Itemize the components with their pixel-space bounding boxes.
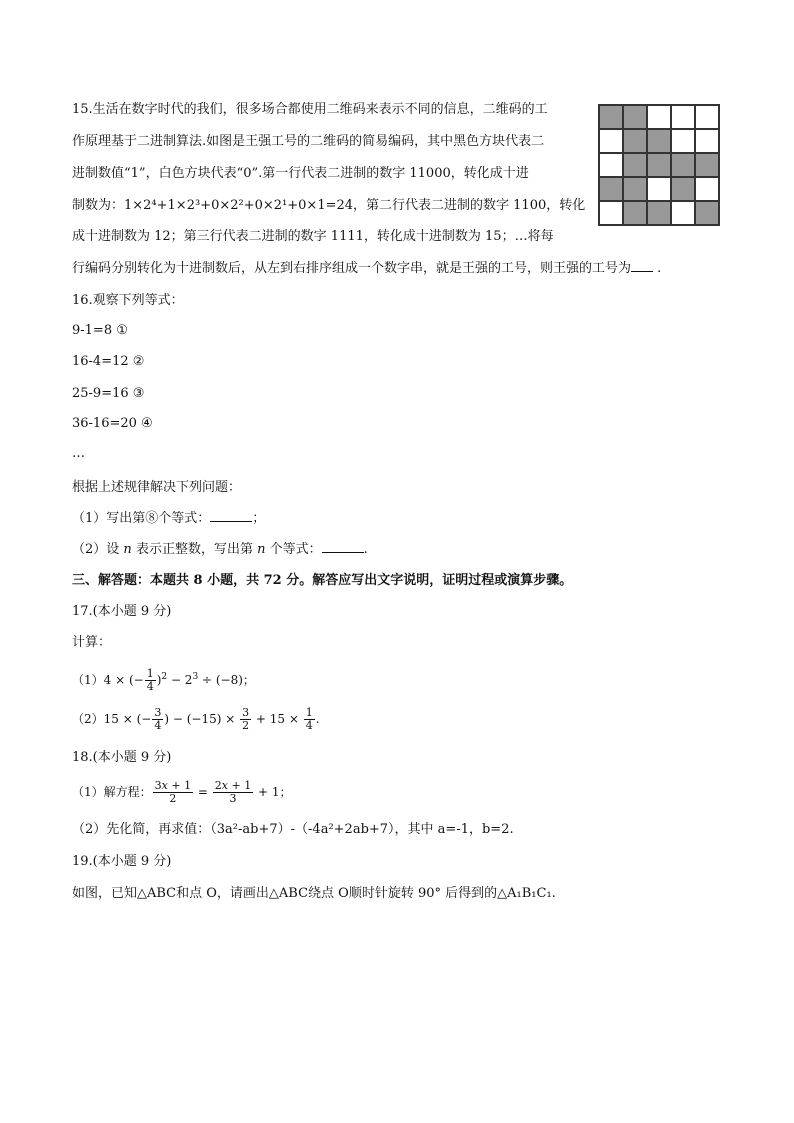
q16-part-1: [72, 509, 265, 529]
q16-part-1-text: （1）写出第⑧个等式：: [72, 511, 211, 526]
q15-line-4: 制数为：1×2⁴+1×2³+0×2²+0×2¹+0×1=24，第二行代表二进制的数字 1100，转化: [72, 198, 586, 213]
q16-eq-2: 16-4=12 ②: [72, 354, 145, 369]
q18-part-2: （2）先化简，再求值：（3a²-ab+7）-（-4a²+2ab+7），其中 a=-1，b=2.: [72, 822, 514, 837]
answer-blank: [210, 509, 252, 522]
q17-title: 17.(本小题 9 分): [72, 604, 172, 619]
grid-cell-r3-c1: [599, 153, 623, 177]
section-3-heading: 三、解答题：本题共 8 小题，共 72 分。解答应写出文字说明，证明过程或演算步骤。: [72, 573, 573, 588]
fraction: $\frac{3}{4}$: [154, 706, 162, 732]
fraction: $\frac{1}{4}$: [146, 667, 154, 693]
answer-blank: [322, 540, 364, 553]
var-n: n: [257, 542, 266, 557]
q16-part-2-end: .: [363, 542, 368, 557]
q15-line-3: 进制数值“1”，白色方块代表“0”.第一行代表二进制的数字 11000，转化成十进: [72, 166, 529, 181]
fraction: $\frac{2x + 1}{3}$: [214, 779, 252, 805]
q16-part-2-a: （2）设: [72, 542, 120, 557]
grid-cell-r4-c2: [623, 177, 647, 201]
q17-calc: 计算：: [72, 635, 112, 650]
grid-cell-r1-c2: [623, 105, 647, 129]
grid-cell-r4-c4: [671, 177, 695, 201]
grid-cell-r1-c1: [599, 105, 623, 129]
grid-cell-r2-c3: [647, 129, 671, 153]
grid-cell-r5-c2: [623, 201, 647, 225]
q15-line-6: [72, 259, 661, 279]
grid-cell-r1-c3: [647, 105, 671, 129]
q16-eq-4: 36-16=20 ④: [72, 416, 153, 431]
grid-cell-r4-c1: [599, 177, 623, 201]
grid-cell-r4-c3: [647, 177, 671, 201]
fraction: $\frac{3}{2}$: [242, 706, 250, 732]
q16-eq-3: 25-9=16 ③: [72, 386, 145, 401]
grid-cell-r3-c3: [647, 153, 671, 177]
q16-title: 16.观察下列等式：: [72, 293, 184, 308]
q16-part-1-end: ；: [252, 511, 266, 526]
grid-cell-r4-c5: [695, 177, 719, 201]
q16-eq-1: 9-1=8 ①: [72, 323, 128, 338]
q18-title: 18.(本小题 9 分): [72, 750, 172, 765]
q16-dots: …: [72, 446, 85, 461]
q18-part-1-label: （1）解方程：: [72, 785, 152, 799]
grid-cell-r3-c5: [695, 153, 719, 177]
q17-part-2-label: （2）: [72, 712, 104, 726]
grid-cell-r2-c2: [623, 129, 647, 153]
q16-part-2: [72, 540, 368, 560]
q17-part-2: （2）15 × (− $\frac{3}{4}$ ) − (−15) × $\frac{3}{2}$ + 15 × $\frac{1}{4}$ .: [72, 706, 320, 732]
grid-cell-r3-c2: [623, 153, 647, 177]
fraction: $\frac{3x + 1}{2}$: [154, 779, 192, 805]
grid-cell-r1-c4: [671, 105, 695, 129]
grid-cell-r3-c4: [671, 153, 695, 177]
q15-line-6-text: 行编码分别转化为十进制数后，从左到右排序组成一个数字串，就是王强的工号，则王强的工号为: [72, 261, 632, 276]
q19-text: 如图，已知△ABC和点 O，请画出△ABC绕点 O顺时针旋转 90° 后得到的△A₁B₁C₁.: [72, 886, 556, 901]
q17-part-1-label: （1）: [72, 673, 104, 687]
q16-prompt: 根据上述规律解决下列问题：: [72, 480, 242, 495]
q18-part-1: （1）解方程： $\frac{3x + 1}{2}$ = $\frac{2x + 1}{3}$ + 1；: [72, 779, 292, 805]
var-n: n: [123, 542, 132, 557]
q15-line-2: 作原理基于二进制算法.如图是王强工号的二维码的简易编码，其中黑色方块代表二: [72, 134, 545, 149]
q16-part-2-c: 个等式：: [269, 542, 322, 557]
grid-cell-r1-c5: [695, 105, 719, 129]
q19-title: 19.(本小题 9 分): [72, 854, 172, 869]
fraction: $\frac{1}{4}$: [305, 706, 313, 732]
q15-line-6-end: .: [657, 261, 662, 276]
grid-cell-r5-c4: [671, 201, 695, 225]
grid-cell-r2-c4: [671, 129, 695, 153]
grid-cell-r5-c5: [695, 201, 719, 225]
grid-cell-r2-c5: [695, 129, 719, 153]
grid-cell-r5-c1: [599, 201, 623, 225]
q15-line-1: 15.生活在数字时代的我们，很多场合都使用二维码来表示不同的信息，二维码的工: [72, 102, 548, 117]
answer-blank: [631, 259, 653, 272]
q18-part-1-end: ；: [279, 785, 292, 799]
grid-cell-r5-c3: [647, 201, 671, 225]
grid-cell-r2-c1: [599, 129, 623, 153]
q17-part-1: （1）4 × (− $\frac{1}{4}$ )$^2 - 2^3 \div (-8)$；: [72, 667, 255, 693]
q16-part-2-b: 表示正整数，写出第: [135, 542, 253, 557]
qr-code-grid: [598, 104, 720, 226]
q15-line-5: 成十进制数为 12；第三行代表二进制的数字 1111，转化成十进制数为 15；…将每: [72, 229, 554, 244]
